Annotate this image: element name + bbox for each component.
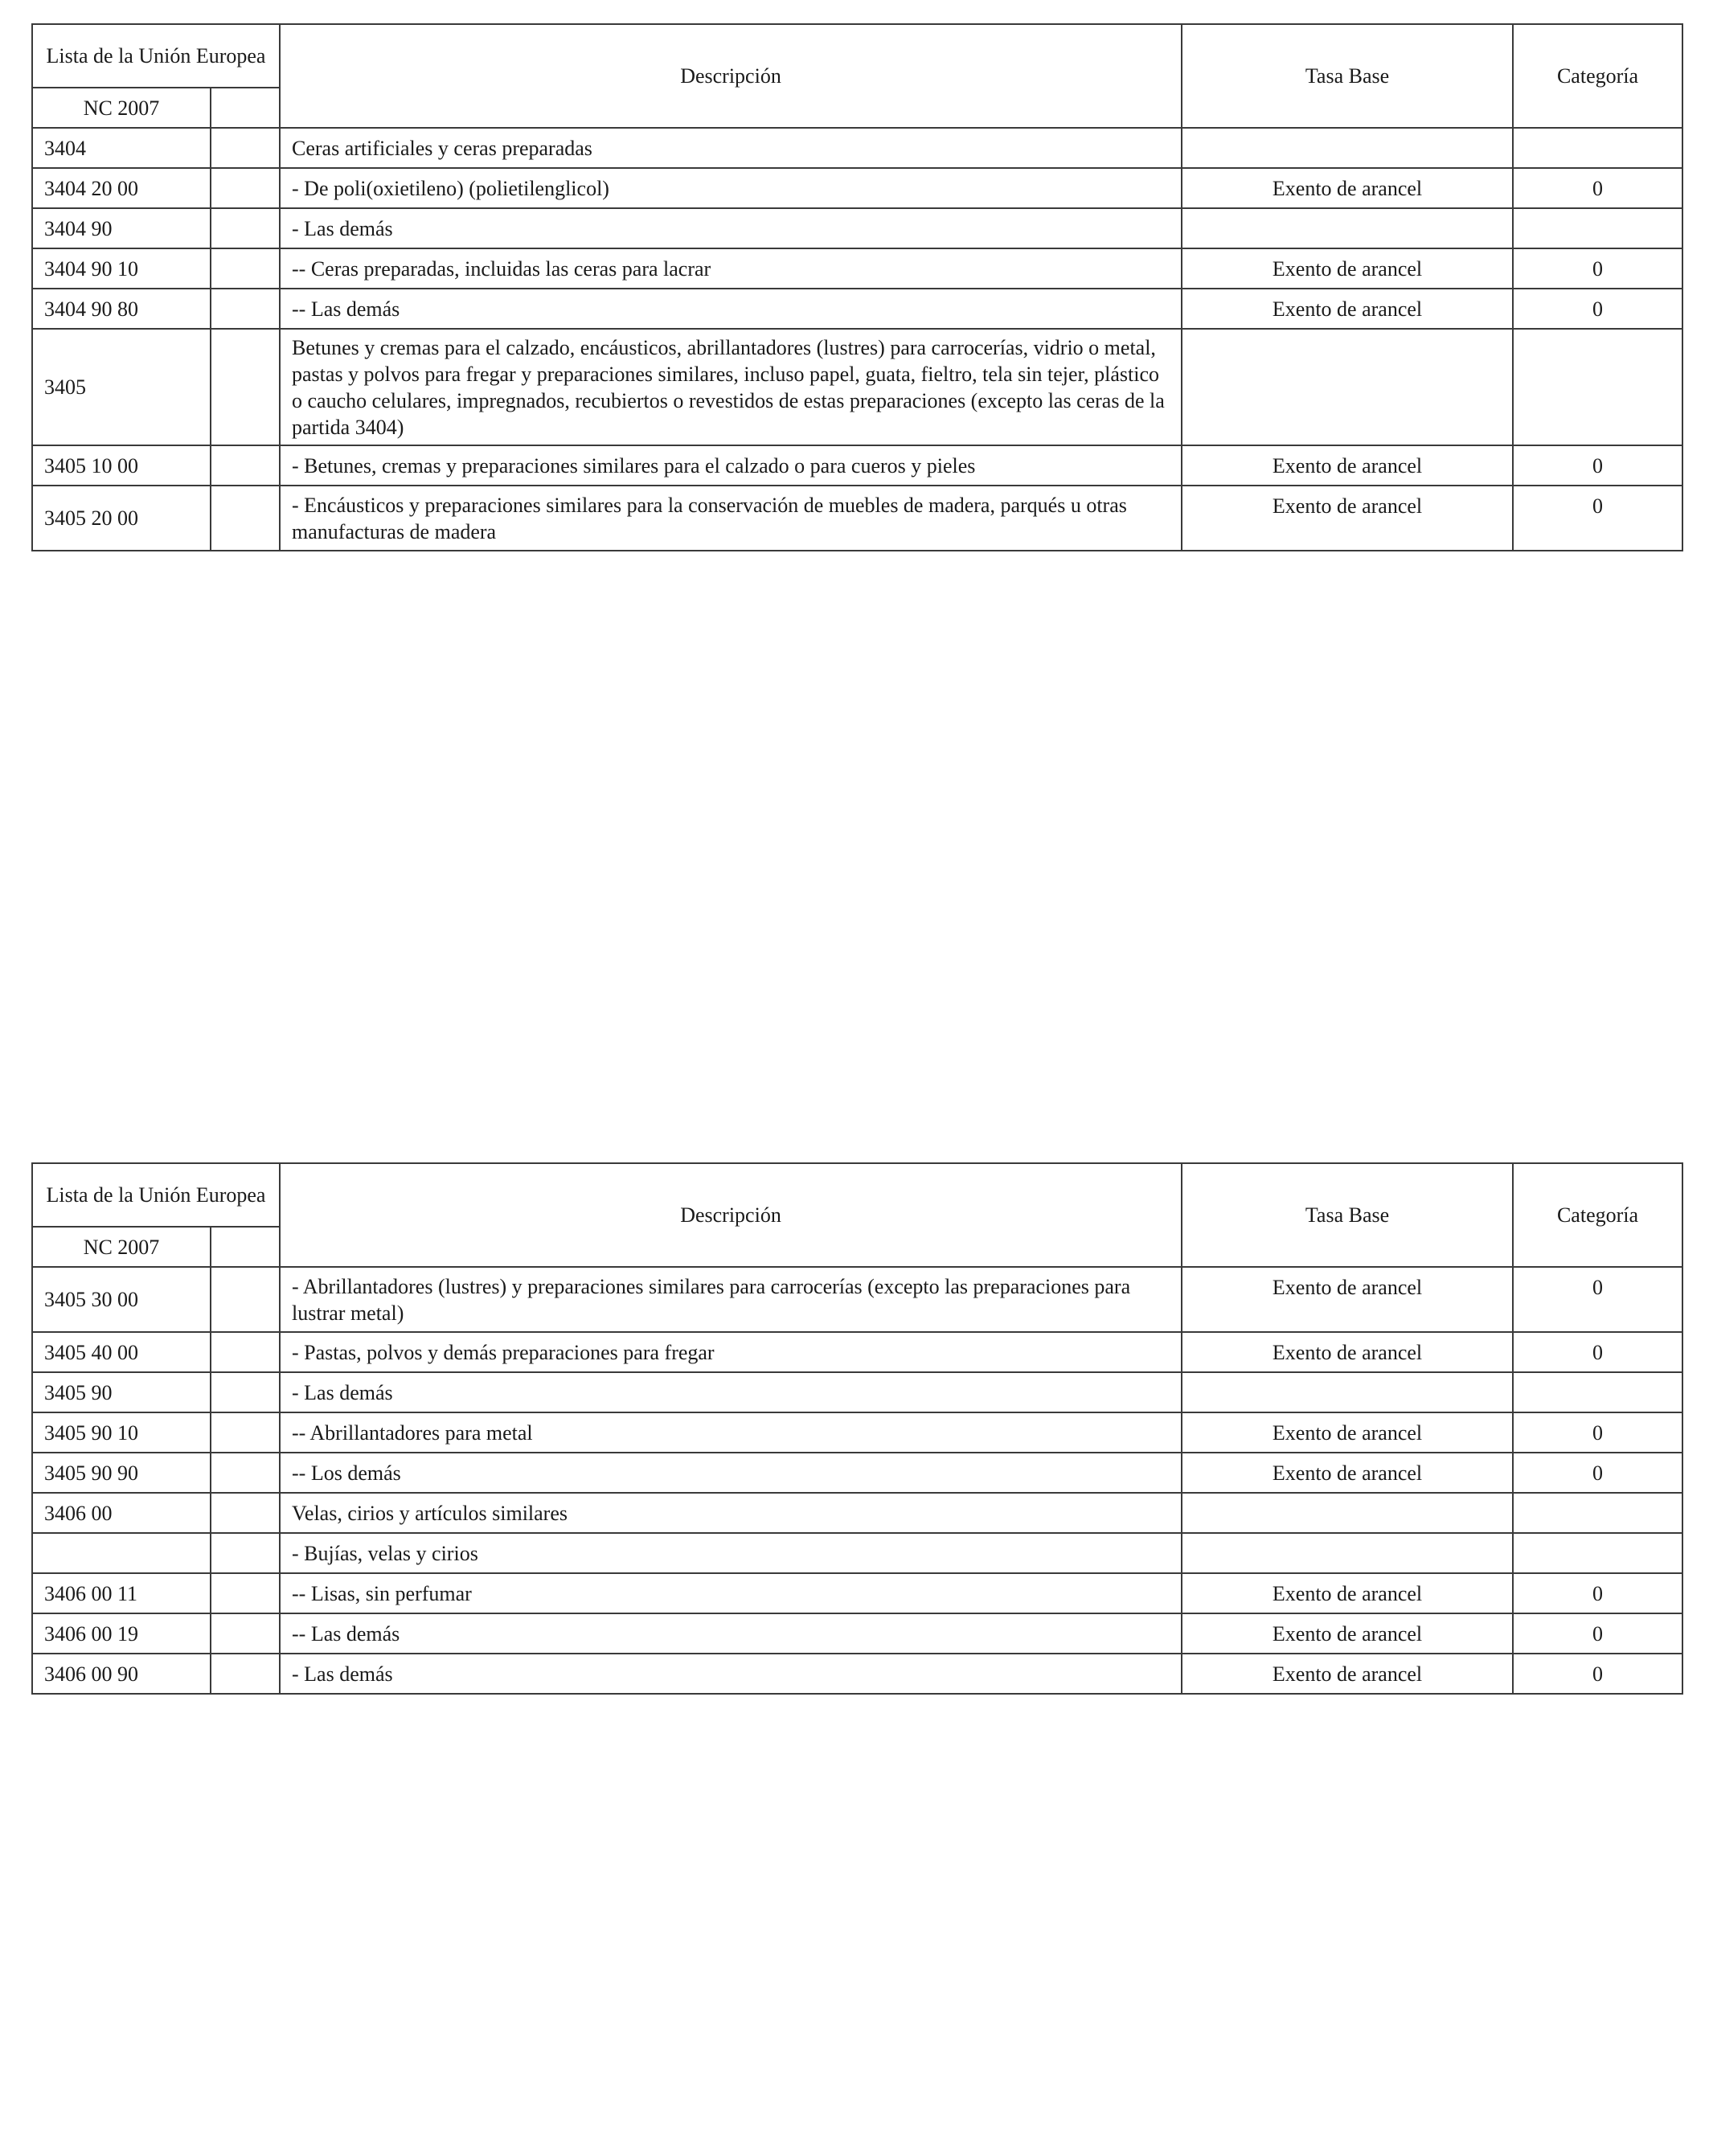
code-cell: 3405 30 00: [32, 1267, 211, 1332]
blank-cell: [211, 1332, 280, 1372]
category-cell: [1513, 128, 1682, 168]
description-cell: - Las demás: [280, 1372, 1182, 1412]
category-cell: 0: [1513, 1573, 1682, 1613]
blank-cell: [211, 329, 280, 445]
header-description: Descripción: [280, 1163, 1182, 1267]
table-row: [32, 486, 1682, 551]
table-row: [32, 1613, 1682, 1654]
rate-cell: Exento de arancel: [1182, 486, 1513, 551]
description-cell: -- Los demás: [280, 1453, 1182, 1493]
description-cell: Betunes y cremas para el calzado, encáusticos, abrillantadores (lustres) para carrocerías, vidrio o metal, pastas y polvos para fregar y preparaciones similares, incluso papel, guata, fieltro, tela sin tejer, plástico o caucho celulares, impregnados, recubiertos o revestidos de estas preparaciones (excepto las ceras de la partida 3404): [280, 329, 1182, 445]
description-cell: -- Abrillantadores para metal: [280, 1412, 1182, 1453]
description-cell: Ceras artificiales y ceras preparadas: [280, 128, 1182, 168]
code-cell: 3405 10 00: [32, 445, 211, 486]
rate-cell: Exento de arancel: [1182, 168, 1513, 208]
rate-cell: [1182, 128, 1513, 168]
category-cell: 0: [1513, 168, 1682, 208]
code-cell: 3406 00 90: [32, 1654, 211, 1694]
code-cell: 3404 90: [32, 208, 211, 248]
table-row: [32, 208, 1682, 248]
category-cell: 0: [1513, 1453, 1682, 1493]
code-cell: 3404 20 00: [32, 168, 211, 208]
blank-cell: [211, 1267, 280, 1332]
category-cell: [1513, 1533, 1682, 1573]
code-cell: 3406 00: [32, 1493, 211, 1533]
table-row: [32, 1533, 1682, 1573]
description-cell: - Encáusticos y preparaciones similares para la conservación de muebles de madera, parqués u otras manufacturas de madera: [280, 486, 1182, 551]
table-row: [32, 168, 1682, 208]
code-cell: [32, 1533, 211, 1573]
blank-cell: [211, 1412, 280, 1453]
category-cell: 0: [1513, 486, 1682, 551]
category-cell: 0: [1513, 1613, 1682, 1654]
blank-cell: [211, 445, 280, 486]
header-nc: NC 2007: [32, 1227, 211, 1267]
header-list-title: Lista de la Unión Europea: [32, 24, 280, 88]
category-cell: [1513, 329, 1682, 445]
header-category: Categoría: [1513, 1163, 1682, 1267]
blank-cell: [211, 168, 280, 208]
code-cell: 3405 40 00: [32, 1332, 211, 1372]
table-row: [32, 128, 1682, 168]
category-cell: [1513, 208, 1682, 248]
description-cell: - Abrillantadores (lustres) y preparaciones similares para carrocerías (excepto las preparaciones para lustrar metal): [280, 1267, 1182, 1332]
tariff-table-1: [31, 23, 1683, 551]
table-row: [32, 1493, 1682, 1533]
category-cell: 0: [1513, 289, 1682, 329]
description-cell: - Betunes, cremas y preparaciones similares para el calzado o para cueros y pieles: [280, 445, 1182, 486]
blank-cell: [211, 1493, 280, 1533]
table-row: [32, 1412, 1682, 1453]
category-cell: [1513, 1493, 1682, 1533]
code-cell: 3405 20 00: [32, 486, 211, 551]
table-row: [32, 1453, 1682, 1493]
code-cell: 3404 90 80: [32, 289, 211, 329]
code-cell: 3404: [32, 128, 211, 168]
code-cell: 3405: [32, 329, 211, 445]
tariff-table-2: [31, 1162, 1683, 1695]
rate-cell: Exento de arancel: [1182, 1573, 1513, 1613]
description-cell: - De poli(oxietileno) (polietilenglicol): [280, 168, 1182, 208]
header-rate: Tasa Base: [1182, 24, 1513, 128]
rate-cell: Exento de arancel: [1182, 248, 1513, 289]
table-row: [32, 248, 1682, 289]
description-cell: - Las demás: [280, 208, 1182, 248]
category-cell: 0: [1513, 1332, 1682, 1372]
rate-cell: [1182, 1372, 1513, 1412]
header-description: Descripción: [280, 24, 1182, 128]
blank-cell: [211, 208, 280, 248]
header-rate: Tasa Base: [1182, 1163, 1513, 1267]
category-cell: 0: [1513, 1654, 1682, 1694]
code-cell: 3405 90: [32, 1372, 211, 1412]
blank-cell: [211, 289, 280, 329]
header-category: Categoría: [1513, 24, 1682, 128]
category-cell: 0: [1513, 1267, 1682, 1332]
blank-cell: [211, 248, 280, 289]
code-cell: 3406 00 11: [32, 1573, 211, 1613]
rate-cell: [1182, 1493, 1513, 1533]
blank-cell: [211, 1533, 280, 1573]
rate-cell: Exento de arancel: [1182, 1654, 1513, 1694]
rate-cell: Exento de arancel: [1182, 1412, 1513, 1453]
description-cell: -- Las demás: [280, 1613, 1182, 1654]
table-row: [32, 1332, 1682, 1372]
blank-cell: [211, 1372, 280, 1412]
table-row: [32, 1267, 1682, 1332]
description-cell: - Bujías, velas y cirios: [280, 1533, 1182, 1573]
category-cell: 0: [1513, 1412, 1682, 1453]
blank-cell: [211, 128, 280, 168]
header-list-title: Lista de la Unión Europea: [32, 1163, 280, 1227]
blank-cell: [211, 1613, 280, 1654]
rate-cell: [1182, 329, 1513, 445]
code-cell: 3405 90 10: [32, 1412, 211, 1453]
code-cell: 3404 90 10: [32, 248, 211, 289]
description-cell: - Las demás: [280, 1654, 1182, 1694]
table-row: [32, 289, 1682, 329]
description-cell: - Pastas, polvos y demás preparaciones para fregar: [280, 1332, 1182, 1372]
rate-cell: Exento de arancel: [1182, 289, 1513, 329]
code-cell: 3406 00 19: [32, 1613, 211, 1654]
code-cell: 3405 90 90: [32, 1453, 211, 1493]
rate-cell: [1182, 1533, 1513, 1573]
header-nc-blank: [211, 88, 280, 128]
header-nc-blank: [211, 1227, 280, 1267]
blank-cell: [211, 1573, 280, 1613]
rate-cell: Exento de arancel: [1182, 1453, 1513, 1493]
category-cell: 0: [1513, 445, 1682, 486]
rate-cell: Exento de arancel: [1182, 445, 1513, 486]
blank-cell: [211, 1654, 280, 1694]
description-cell: -- Las demás: [280, 289, 1182, 329]
rate-cell: Exento de arancel: [1182, 1332, 1513, 1372]
category-cell: 0: [1513, 248, 1682, 289]
description-cell: -- Ceras preparadas, incluidas las ceras para lacrar: [280, 248, 1182, 289]
table-row: [32, 1654, 1682, 1694]
header-nc: NC 2007: [32, 88, 211, 128]
table-row: [32, 329, 1682, 445]
description-cell: -- Lisas, sin perfumar: [280, 1573, 1182, 1613]
blank-cell: [211, 486, 280, 551]
rate-cell: [1182, 208, 1513, 248]
table-row: [32, 1372, 1682, 1412]
category-cell: [1513, 1372, 1682, 1412]
table-row: [32, 1573, 1682, 1613]
rate-cell: Exento de arancel: [1182, 1267, 1513, 1332]
rate-cell: Exento de arancel: [1182, 1613, 1513, 1654]
table-row: [32, 445, 1682, 486]
blank-cell: [211, 1453, 280, 1493]
description-cell: Velas, cirios y artículos similares: [280, 1493, 1182, 1533]
